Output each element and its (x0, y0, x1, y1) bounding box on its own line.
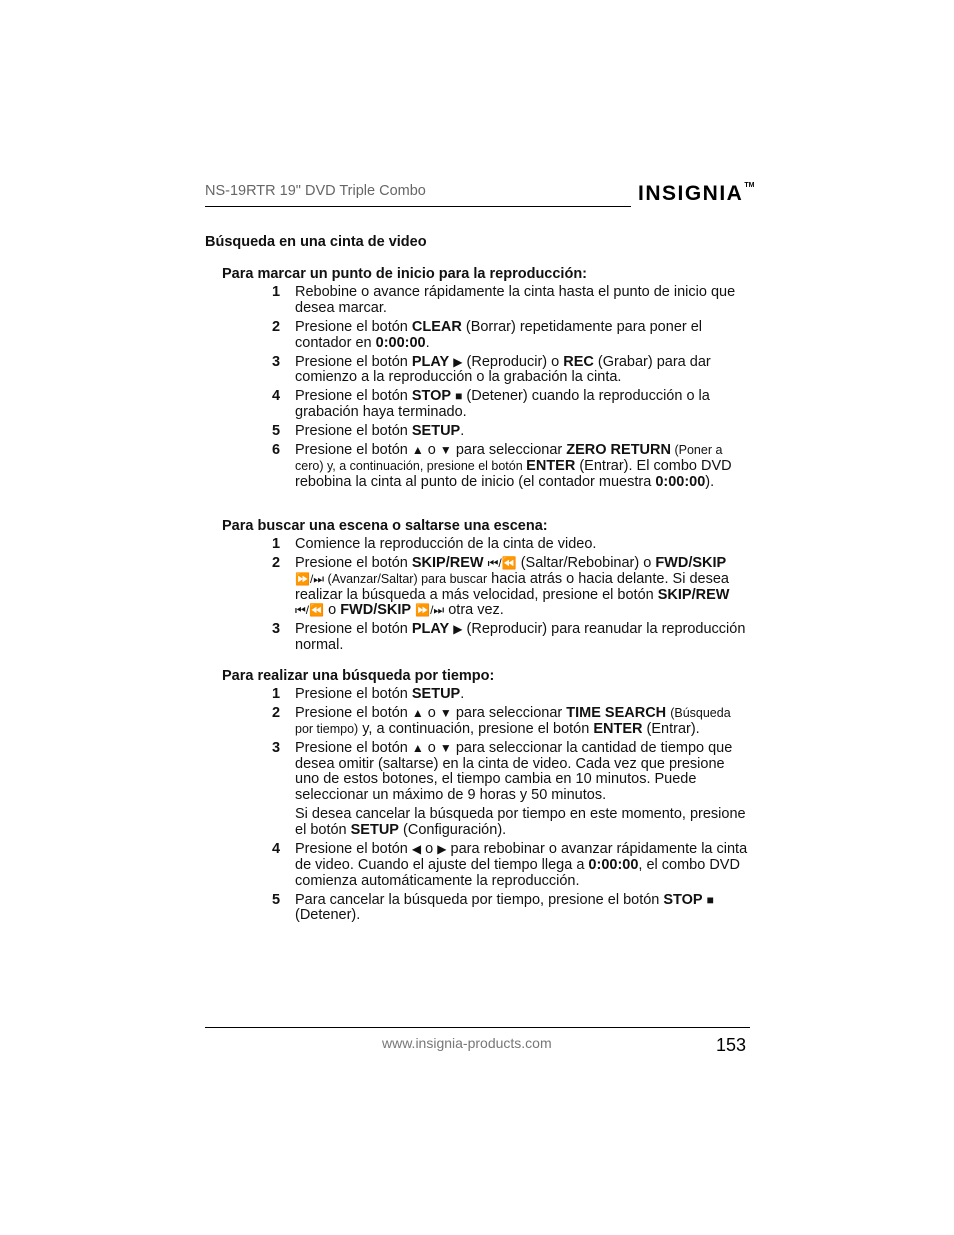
step-number: 1 (272, 284, 281, 300)
step-text: Presione el botón (295, 423, 412, 440)
step-text: para seleccionar (451, 704, 567, 721)
button-name: ENTER (593, 720, 643, 737)
subheading-mark-start: Para marcar un punto de inicio para la reproducción: (222, 266, 587, 282)
step-number: 3 (272, 739, 281, 756)
button-name: REC (563, 353, 594, 370)
step-text: Presione el botón (295, 554, 412, 571)
section-title: Búsqueda en una cinta de video (205, 234, 427, 250)
footer-rule (205, 1027, 750, 1028)
step-text: o (324, 602, 341, 619)
step-number: 1 (272, 536, 281, 552)
list-time-search (272, 687, 750, 927)
step-text: (Borrar) repetidamente para poner el contador en (295, 318, 703, 351)
button-name: PLAY (411, 353, 450, 370)
counter-value: 0:00:00 (588, 856, 639, 873)
logo-text: INSIGNIA (638, 182, 744, 205)
step-text: . (460, 423, 465, 440)
up-arrow-icon: ▲ (411, 740, 424, 755)
step-number: 2 (272, 704, 281, 721)
skip-rewind-icon: ⏮/⏪ (295, 603, 325, 618)
step-number: 4 (272, 388, 281, 405)
step-text: . (425, 334, 430, 351)
step-text: Presione el botón (295, 621, 412, 638)
step-text: Presione el botón (295, 388, 412, 405)
down-arrow-icon: ▼ (439, 705, 452, 720)
counter-value: 0:00:00 (375, 334, 426, 351)
list-item (272, 320, 750, 352)
step-number: 3 (272, 353, 281, 370)
list-item (272, 741, 750, 804)
list-item (272, 842, 750, 889)
step-text: , el combo DVD comienza automáticamente la reproducción. (295, 856, 740, 889)
left-arrow-icon: ◀ (411, 841, 422, 856)
menu-option: ZERO RETURN (566, 442, 671, 459)
step-number: 3 (272, 621, 281, 638)
step-text: otra vez. (444, 602, 504, 619)
forward-skip-icon: ⏩/⏭ (295, 571, 325, 586)
insignia-logo (638, 182, 754, 206)
forward-skip-icon: ⏩/⏭ (415, 603, 445, 618)
list-item (272, 285, 750, 317)
list-item (272, 389, 750, 421)
step-text: . (460, 686, 465, 702)
header-title: NS-19RTR 19" DVD Triple Combo (205, 183, 426, 199)
stop-icon: ■ (706, 892, 714, 907)
button-name: SKIP/REW (411, 554, 484, 571)
step-number: 5 (272, 891, 281, 908)
up-arrow-icon: ▲ (411, 443, 424, 458)
step-text: Comience la reproducción de la cinta de video. (295, 536, 597, 552)
step-text: Si desea cancelar la búsqueda por tiempo en este momento, presione el botón (295, 806, 746, 838)
step-text: (Saltar/Rebobinar) o (516, 554, 656, 571)
step-note: (Búsqueda por tiempo) (295, 705, 731, 736)
button-name: SKIP/REW (657, 586, 730, 603)
stop-icon: ■ (455, 389, 463, 404)
button-name: SETUP (411, 686, 461, 702)
step-text: o (423, 442, 440, 459)
step-text: o (423, 739, 440, 756)
button-name: FWD/SKIP (340, 602, 412, 619)
step-number: 2 (272, 554, 281, 571)
note-paragraph (272, 807, 750, 839)
list-scene-search (272, 537, 750, 657)
play-icon: ▶ (437, 841, 447, 856)
subheading-time-search: Para realizar una búsqueda por tiempo: (222, 668, 495, 684)
play-icon: ▶ (453, 354, 463, 369)
trademark: TM (744, 182, 755, 189)
play-icon: ▶ (453, 622, 463, 637)
step-note: (Poner a cero) y, a continuación, presione el botón (295, 443, 723, 473)
step-number: 5 (272, 423, 281, 440)
step-text: Presione el botón (295, 840, 412, 857)
header-rule (205, 206, 631, 207)
step-number: 4 (272, 840, 281, 857)
step-text: Presione el botón (295, 739, 412, 756)
step-text: o (423, 704, 440, 721)
button-name: SETUP (411, 423, 461, 440)
step-text: Presione el botón (295, 353, 412, 370)
button-name: STOP (663, 891, 703, 908)
list-item (272, 893, 750, 925)
button-name: CLEAR (411, 318, 462, 335)
skip-rewind-icon: ⏮/⏪ (487, 555, 517, 570)
step-text: (Entrar). (642, 720, 700, 737)
step-number: 6 (272, 442, 281, 459)
step-text: (Entrar). El combo DVD rebobina la cinta al punto de inicio (el contador muestra (295, 457, 732, 490)
up-arrow-icon: ▲ (411, 705, 424, 720)
step-text: (Configuración). (398, 821, 507, 838)
step-text: (Grabar) para dar comienzo a la reproducción o la grabación la cinta. (295, 353, 711, 386)
subheading-scene-search: Para buscar una escena o saltarse una escena: (222, 518, 548, 534)
button-name: SETUP (350, 821, 399, 838)
step-text: (Detener) cuando la reproducción o la grabación haya terminado. (295, 388, 710, 421)
step-text: Rebobine o avance rápidamente la cinta hasta el punto de inicio que desea marcar. (295, 284, 736, 316)
list-item (272, 556, 750, 619)
menu-option: TIME SEARCH (566, 704, 667, 721)
step-number: 1 (272, 686, 281, 702)
down-arrow-icon: ▼ (439, 443, 452, 458)
step-number: 2 (272, 318, 281, 335)
step-text: Presione el botón (295, 318, 412, 335)
step-text: para seleccionar (451, 442, 567, 459)
step-note: (Avanzar/Saltar) para buscar (324, 571, 488, 586)
button-name: FWD/SKIP (655, 554, 727, 571)
button-name: STOP (411, 388, 452, 405)
step-text: (Reproducir) para reanudar la reproducción normal. (295, 621, 746, 654)
list-item (272, 622, 750, 654)
step-text: Presione el botón (295, 686, 412, 702)
step-text: o (421, 840, 438, 857)
list-item (272, 537, 750, 553)
step-text: Presione el botón (295, 442, 412, 459)
button-name: PLAY (411, 621, 450, 638)
list-item (272, 424, 750, 440)
page-number: 153 (716, 1035, 747, 1055)
counter-value: 0:00:00 (655, 473, 706, 490)
list-item (272, 443, 750, 490)
step-text: (Reproducir) o (462, 353, 564, 370)
list-item (272, 355, 750, 387)
step-text: ). (705, 473, 715, 490)
step-text: Presione el botón (295, 704, 412, 721)
down-arrow-icon: ▼ (439, 740, 452, 755)
list-mark-start (272, 285, 750, 494)
step-text: para rebobinar o avanzar rápidamente la cinta de video. Cuando el ajuste del tiempo llega a (295, 840, 748, 873)
step-text: y, a continuación, presione el botón (358, 720, 594, 737)
button-name: ENTER (526, 457, 576, 474)
step-text: (Detener). (295, 907, 361, 924)
step-text: hacia atrás o hacia delante. Si desea realizar la búsqueda a más velocidad, presione el botón (295, 570, 729, 603)
list-item (272, 706, 750, 738)
footer-url: www.insignia-products.com (382, 1035, 552, 1051)
step-text: para seleccionar la cantidad de tiempo que desea omitir (saltarse) en la cinta de video. Cada vez que presione uno de estos botones, el tiempo cambia en 10 minutos. Puede seleccionar un máximo de 9 horas y 50 minutos. (295, 739, 733, 804)
step-text: Para cancelar la búsqueda por tiempo, presione el botón (295, 891, 664, 908)
list-item (272, 687, 750, 703)
